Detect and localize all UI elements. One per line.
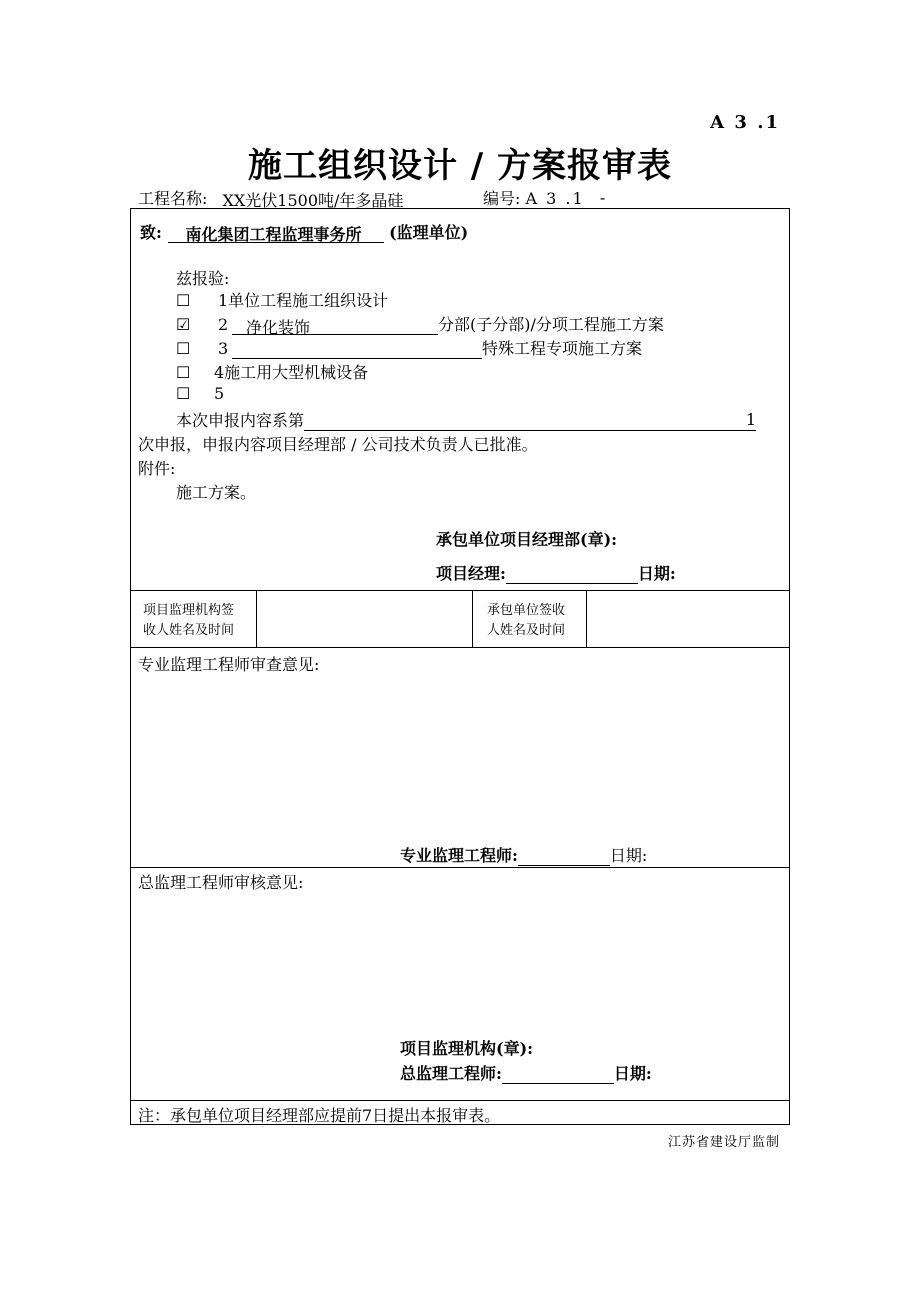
to-label: 致: [140,223,162,242]
specialist-review-field[interactable] [131,676,789,836]
submission-times-continuation: 次申报，申报内容项目经理部 / 公司技术负责人已批准。 [138,435,538,454]
divider [130,867,790,868]
to-suffix: (监理单位) [389,223,469,242]
specialist-sign-row [400,843,647,866]
divider [130,647,790,648]
checkbox[interactable]: ☐ [176,291,191,310]
contractor-dept-seal: 承包单位项目经理部(章): [436,530,618,549]
item-text: 分部(子分部)/分项工程施工方案 [438,315,664,334]
divider [130,1100,790,1101]
item-number: 2 [218,315,229,334]
item-number: 3 [218,339,229,358]
list-item [176,384,224,403]
item-fill-value: 净化装饰 [232,315,438,335]
form-code: A 3 .1 [710,112,780,133]
chief-signature-field[interactable] [502,1063,614,1084]
list-item [176,288,388,311]
submission-times-value: 1 [304,410,756,431]
doc-number-fill: - [585,188,615,209]
project-manager-label: 项目经理: [436,564,506,583]
specialist-review-heading: 专业监理工程师审查意见: [138,655,320,674]
supervisor-unit-value: 南化集团工程监理事务所 [168,222,384,243]
footer-note: 注：承包单位项目经理部应提前7日提出本报审表。 [138,1106,501,1125]
label-line: 承包单位签收 [487,603,566,618]
date-label: 日期: [613,1064,652,1083]
label-line: 人姓名及时间 [487,623,566,638]
checkbox[interactable]: ☐ [176,384,191,403]
project-name-row [138,186,419,209]
specialist-signer-label: 专业监理工程师: [400,846,518,865]
item-fill-value [232,338,482,359]
checkbox[interactable]: ☐ [176,339,191,358]
list-item [176,360,368,383]
date-label: 日期: [637,564,676,583]
chief-sign-row [400,1061,652,1084]
contractor-receipt-label [487,601,565,641]
item-text: 5 [214,384,225,403]
item-text: 4施工用大型机械设备 [214,363,369,382]
issuer-label: 江苏省建设厅监制 [667,1135,780,1150]
chief-review-heading: 总监理工程师审核意见: [138,873,304,892]
project-name-value: XX光伏1500吨/年多晶硅 [213,188,420,209]
submit-intro: 兹报验: [176,269,230,288]
project-manager-signature-field[interactable] [506,563,638,584]
submission-times-row [176,408,756,431]
submission-times-label: 本次申报内容系第 [176,411,305,430]
checkbox[interactable]: ☑ [176,315,191,334]
doc-number-row [483,186,615,209]
to-row [140,220,468,243]
project-manager-row [436,561,676,584]
page-title: 施工组织设计 / 方案报审表 [247,146,673,186]
attachment-label: 附件: [138,459,176,478]
chief-signer-label: 总监理工程师: [400,1064,502,1083]
item-text: 1单位工程施工组织设计 [218,291,389,310]
contractor-receipt-field[interactable] [587,591,789,646]
item-text: 特殊工程专项施工方案 [482,339,643,358]
label-line: 项目监理机构签 [143,603,235,618]
supervisor-receipt-field[interactable] [257,591,471,646]
list-item [176,336,642,359]
attachment-value: 施工方案。 [176,483,257,502]
cell-divider [472,590,473,647]
specialist-signature-field[interactable] [518,845,610,866]
date-label: 日期: [609,846,648,865]
doc-number-label: 编号: [483,189,521,208]
label-line: 收人姓名及时间 [143,623,235,638]
doc-number-value: A 3 .1 [525,189,585,208]
list-item [176,312,664,335]
supervision-org-seal: 项目监理机构(章): [400,1039,534,1058]
checkbox[interactable]: ☐ [176,363,191,382]
chief-review-field[interactable] [131,894,789,1030]
supervisor-receipt-label [143,601,234,641]
project-name-label: 工程名称: [138,189,208,208]
